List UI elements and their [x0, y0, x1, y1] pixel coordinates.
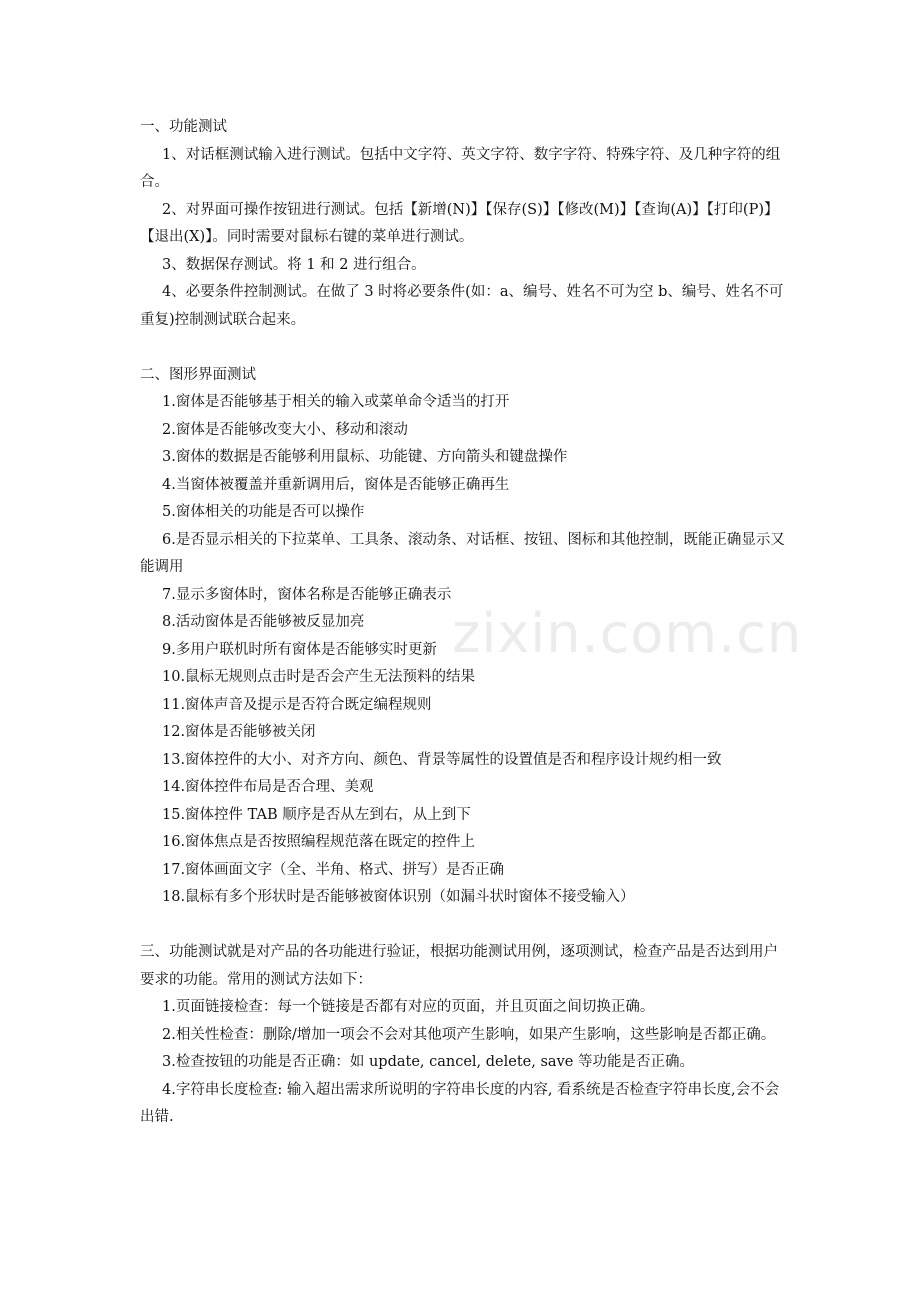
section-3-title: 三、功能测试就是对产品的各功能进行验证，根据功能测试用例，逐项测试，检查产品是否达到用户要求的功能。常用的测试方法如下： — [140, 944, 778, 988]
section-2-item-5: 5.窗体相关的功能是否可以操作 — [162, 504, 365, 520]
section-3-item-3: 3.检查按钮的功能是否正确：如 update, cancel, delete, save 等功能是否正确。 — [162, 1054, 694, 1070]
section-3-item-2: 2.相关性检查：删除/增加一项会不会对其他项产生影响，如果产生影响，这些影响是否都正确。 — [162, 1026, 776, 1043]
watermark: zixin.com.cn — [452, 602, 803, 665]
section-2-item-9: 9.多用户联机时所有窗体是否能够实时更新 — [162, 641, 437, 658]
section-2-item-16: 16.窗体焦点是否按照编程规范落在既定的控件上 — [162, 834, 476, 850]
section-3-item-1: 1.页面链接检查：每一个链接是否都有对应的页面，并且页面之间切换正确。 — [162, 999, 655, 1015]
section-2-item-15: 15.窗体控件 TAB 顺序是否从左到右，从上到下 — [162, 806, 471, 823]
section-2-item-13: 13.窗体控件的大小、对齐方向、颜色、背景等属性的设置值是否和程序设计规约相一致 — [162, 751, 722, 768]
section-2-item-1: 1.窗体是否能够基于相关的输入或菜单命令适当的打开 — [162, 394, 510, 410]
section-2-item-17: 17.窗体画面文字（全、半角、格式、拼写）是否正确 — [162, 861, 505, 878]
section-2-item-11: 11.窗体声音及提示是否符合既定编程规则 — [162, 696, 432, 713]
section-2-item-6: 6.是否显示相关的下拉菜单、工具条、滚动条、对话框、按钮、图标和其他控制，既能正确显示又能调用 — [140, 531, 785, 575]
section-2-item-8: 8.活动窗体是否能够被反显加亮 — [162, 614, 365, 630]
section-2-item-3: 3.窗体的数据是否能够利用鼠标、功能键、方向箭头和键盘操作 — [162, 449, 568, 465]
section-spacer — [140, 334, 786, 362]
section-1-item-4: 4、必要条件控制测试。在做了 3 时将必要条件(如：a、编号、姓名不可为空 b、编号、姓名不可重复)控制测试联合起来。 — [140, 284, 784, 328]
section-1-item-3: 3、数据保存测试。将 1 和 2 进行组合。 — [162, 256, 426, 273]
section-1-title: 一、功能测试 — [140, 119, 227, 135]
section-2-item-10: 10.鼠标无规则点击时是否会产生无法预料的结果 — [162, 669, 476, 685]
document-body — [140, 114, 786, 1132]
section-3-item-4: 4.字符串长度检查: 输入超出需求所说明的字符串长度的内容, 看系统是否检查字符串长度,会不会出错. — [140, 1081, 780, 1125]
section-1-item-2: 2、对界面可操作按钮进行测试。包括【新增(N)】【保存(S)】【修改(M)】【查询(A)】【打印(P)】【退出(X)】。同时需要对鼠标右键的菜单进行测试。 — [140, 201, 779, 245]
section-2-item-2: 2.窗体是否能够改变大小、移动和滚动 — [162, 421, 408, 438]
section-2-item-4: 4.当窗体被覆盖并重新调用后，窗体是否能够正确再生 — [162, 476, 510, 493]
section-2-item-18: 18.鼠标有多个形状时是否能够被窗体识别（如漏斗状时窗体不接受输入） — [162, 889, 635, 905]
section-spacer — [140, 912, 786, 940]
section-2-title: 二、图形界面测试 — [140, 366, 256, 383]
section-1-item-1: 1、对话框测试输入进行测试。包括中文字符、英文字符、数字字符、特殊字符、及几种字符的组合。 — [140, 146, 781, 190]
section-2-item-12: 12.窗体是否能够被关闭 — [162, 724, 316, 740]
section-2-item-7: 7.显示多窗体时，窗体名称是否能够正确表示 — [162, 586, 452, 603]
section-2-item-14: 14.窗体控件布局是否合理、美观 — [162, 779, 374, 795]
